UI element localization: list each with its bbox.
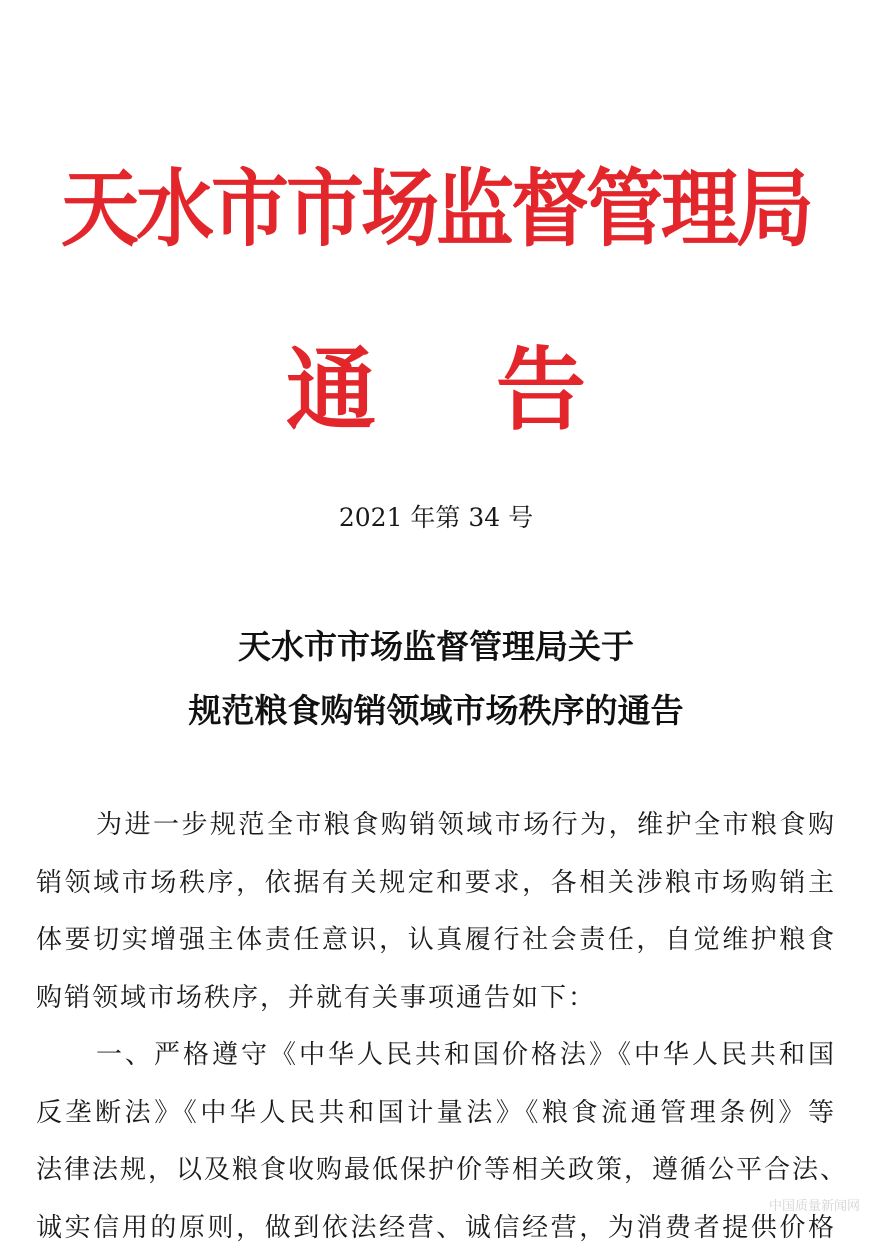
body-line: 为进一步规范全市粮食购销领域市场行为，维护全市粮食购 (36, 797, 836, 855)
body-line: 法律法规，以及粮食收购最低保护价等相关政策，遵循公平合法、 (36, 1142, 836, 1200)
notice-char-1: 通 (286, 330, 376, 450)
site-watermark: 中国质量新闻网 (769, 1195, 860, 1214)
body-line: 一、严格遵守《中华人民共和国价格法》《中华人民共和国 (36, 1027, 836, 1085)
notice-heading (0, 330, 872, 450)
notice-char-2: 告 (496, 330, 586, 450)
body-line: 反垄断法》《中华人民共和国计量法》《粮食流通管理条例》等 (36, 1085, 836, 1143)
document-title-line-2: 规范粮食购销领域市场秩序的通告 (0, 686, 872, 736)
body-paragraphs (36, 797, 836, 1257)
document-title-line-1: 天水市市场监督管理局关于 (0, 622, 872, 672)
body-line: 体要切实增强主体责任意识，认真履行社会责任，自觉维护粮食 (36, 912, 836, 970)
body-line: 购销领域市场秩序，并就有关事项通告如下： (36, 970, 836, 1028)
document-number: 2021 年第 34 号 (0, 498, 872, 538)
body-line: 销领域市场秩序，依据有关规定和要求，各相关涉粮市场购销主 (36, 855, 836, 913)
issuing-organization-header: 天水市市场监督管理局 (0, 145, 872, 275)
body-line: 诚实信用的原则，做到依法经营、诚信经营，为消费者提供价格 (36, 1200, 836, 1257)
